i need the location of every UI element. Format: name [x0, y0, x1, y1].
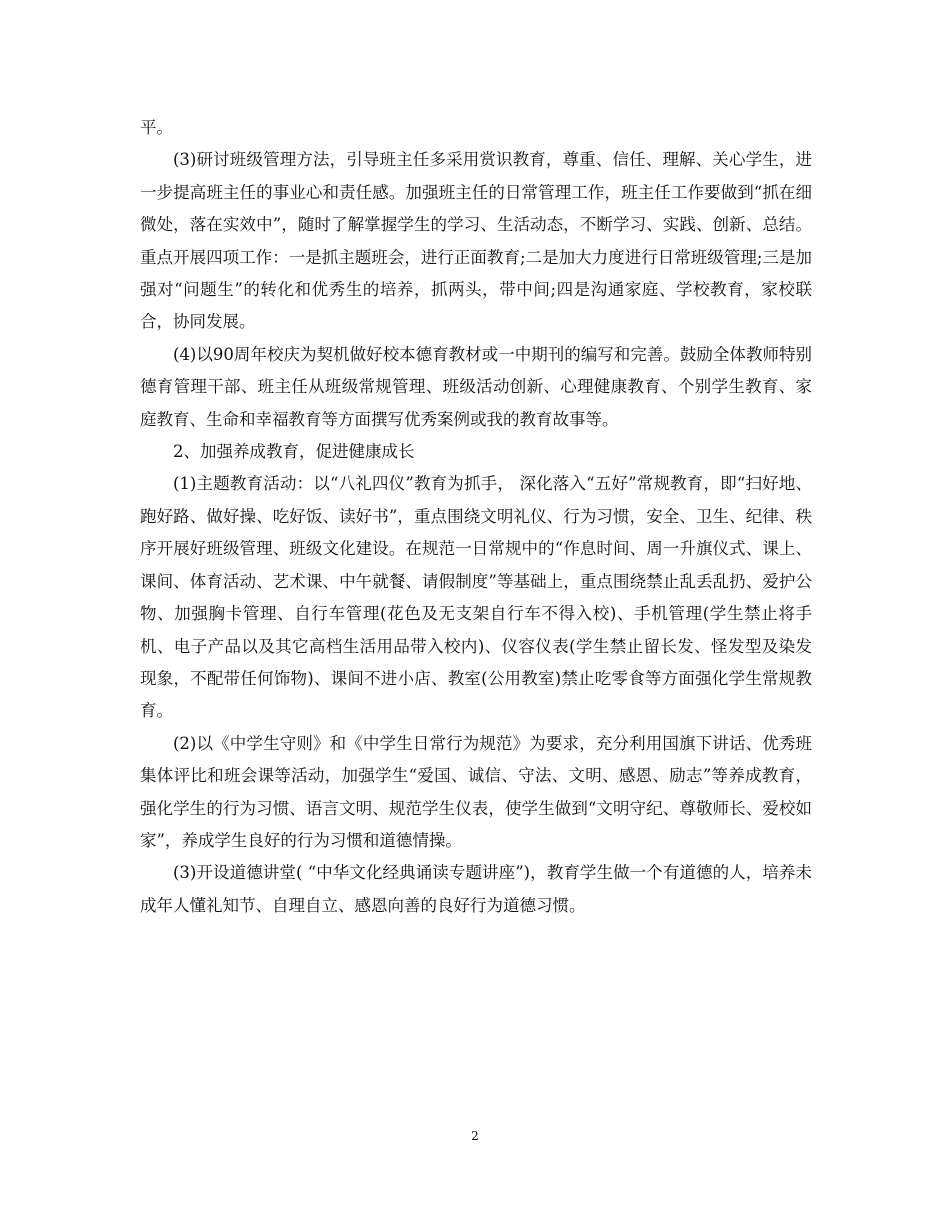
paragraph-item-4-anniversary: (4)以90周年校庆为契机做好校本德育教材或一中期刊的编写和完善。鼓励全体教师特别德育管理干部、班主任从班级常规管理、班级活动创新、心理健康教育、个别学生教育、家庭教育、生命和幸福教育等方面撰写优秀案例或我的教育故事等。 — [140, 344, 812, 429]
paragraph-item-3-class-management: (3)研讨班级管理方法，引导班主任多采用赏识教育，尊重、信任、理解、关心学生，进一步提高班主任的事业心和责任感。加强班主任的日常管理工作，班主任工作要做到“抓在细微处，落在实效中”，随时了解掌握学生的学习、生活动态，不断学习、实践、创新、总结。重点开展四项工作：一是抓主题班会，进行正面教育;二是加大力度进行日常班级管理;三是加强对“问题生”的转化和优秀生的培养，抓两头，带中间;四是沟通家庭、学校教育，家校联合，协同发展。 — [140, 150, 812, 332]
paragraph-item-3-moral-lecture: (3)开设道德讲堂( “中华文化经典诵读专题讲座”)，教育学生做一个有道德的人，培养未成年人懂礼知节、自理自立、感恩向善的良好行为道德习惯。 — [140, 863, 812, 915]
paragraph-item-1-theme-activities: (1)主题教育活动：以“八礼四仪”教育为抓手， 深化落入“五好”常规教育，即“扫好地、跑好路、做好操、吃好饭、读好书”，重点围绕文明礼仪、行为习惯，安全、卫生、纪律、秩序开展好班级管理、班级文化建设。在规范一日常规中的“作息时间、周一升旗仪式、课上、课间、体育活动、艺术课、中午就餐、请假制度”等基础上，重点围绕禁止乱丢乱扔、爱护公物、加强胸卡管理、自行车管理(花色及无支架自行车不得入校)、手机管理(学生禁止将手机、电子产品以及其它高档生活用品带入校内)、仪容仪表(学生禁止留长发、怪发型及染发现象，不配带任何饰物)、课间不进小店、教室(公用教室)禁止吃零食等方面强化学生常规教育。 — [140, 474, 812, 721]
paragraph-continuation: 平。 — [140, 118, 173, 137]
page-number: 2 — [471, 1129, 479, 1143]
paragraph-item-2-code-of-conduct: (2)以《中学生守则》和《中学生日常行为规范》为要求，充分利用国旗下讲话、优秀班集体评比和班会课等活动，加强学生“爱国、诚信、守法、文明、感恩、励志”等养成教育，强化学生的行为习惯、语言文明、规范学生仪表，使学生做到“文明守纪、尊敬师长、爱校如家”，养成学生良好的行为习惯和道德情操。 — [140, 733, 812, 850]
document-body — [140, 112, 812, 922]
section-heading-habit-education: 2、加强养成教育，促进健康成长 — [173, 442, 415, 462]
